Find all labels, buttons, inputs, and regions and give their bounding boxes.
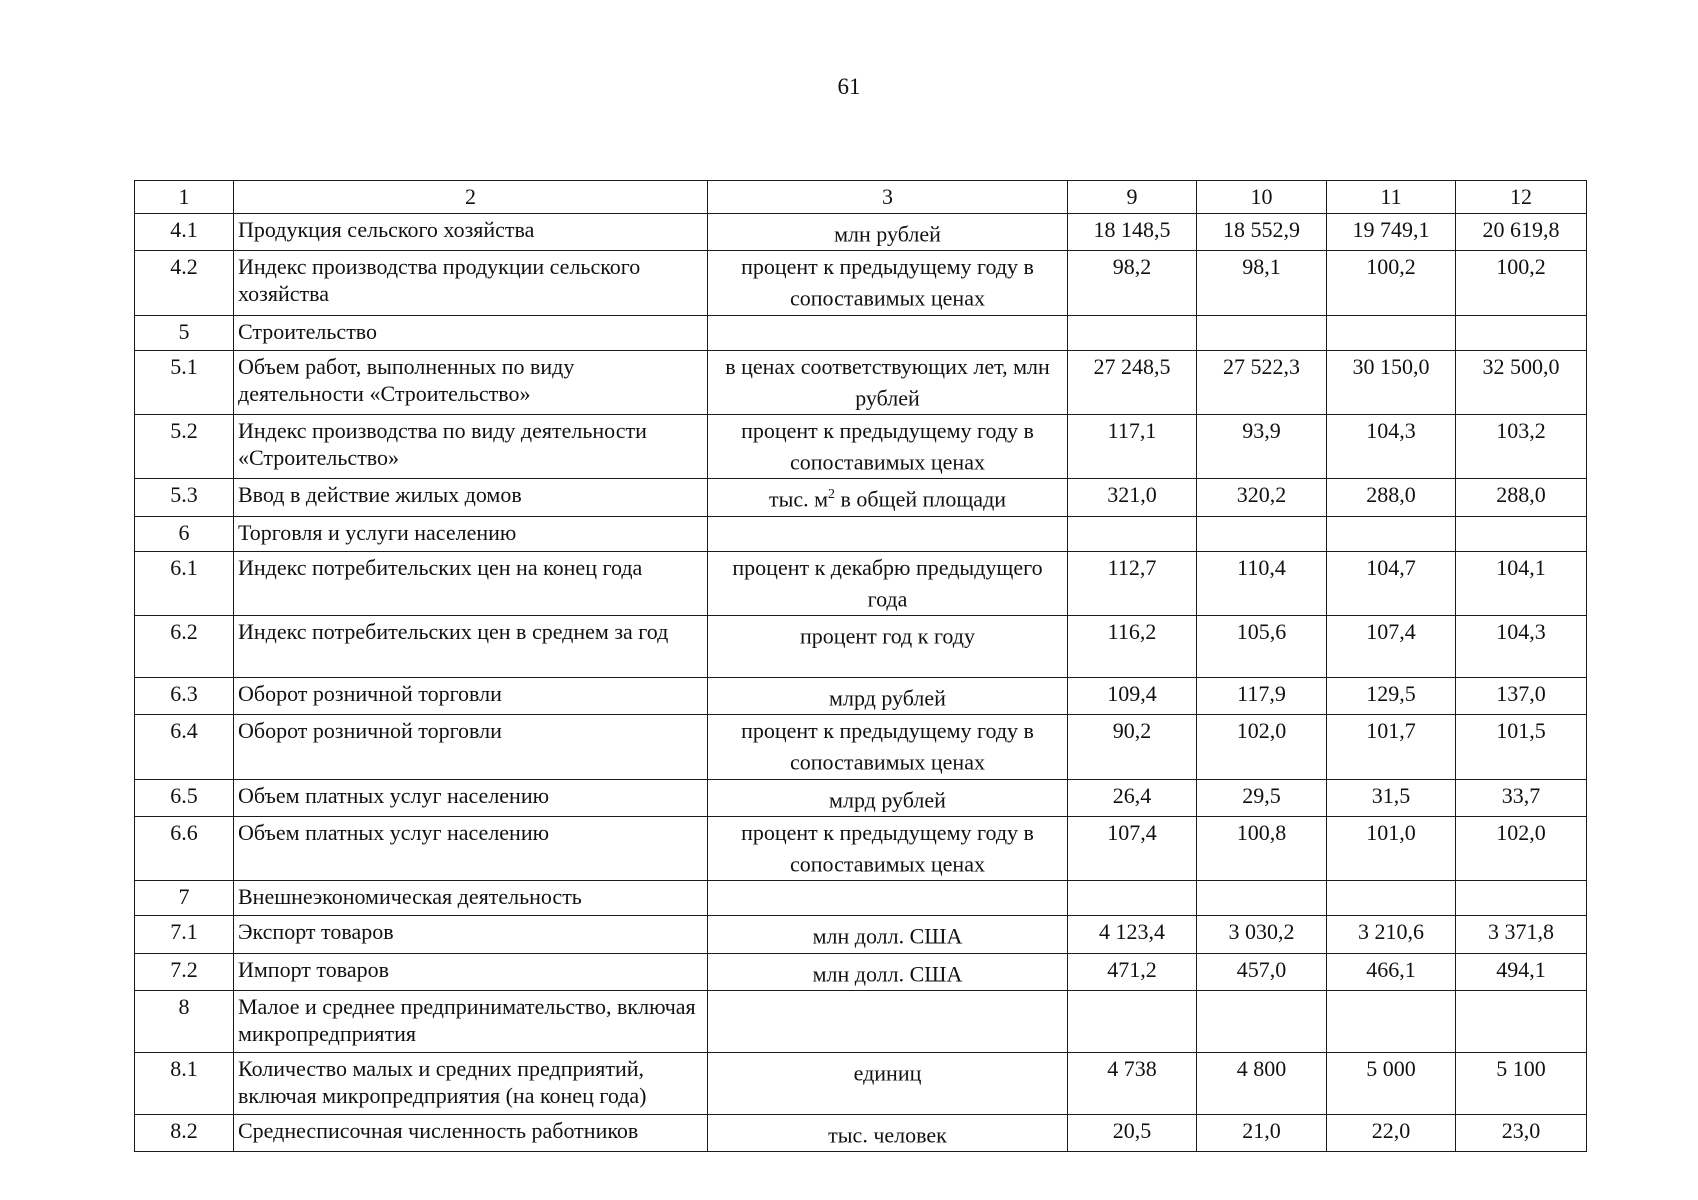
indicator-name: Оборот розничной торговли	[234, 715, 708, 779]
value-cell: 103,2	[1456, 414, 1587, 478]
unit-cell	[708, 414, 1068, 478]
indicator-name: Экспорт товаров	[234, 916, 708, 953]
unit-text: тыс. человек	[828, 1122, 947, 1148]
value-cell: 4 123,4	[1068, 916, 1197, 953]
table-row	[135, 516, 1587, 551]
value-cell: 98,2	[1068, 251, 1197, 315]
value-cell	[1197, 881, 1327, 916]
value-cell: 23,0	[1456, 1114, 1587, 1151]
unit-cell	[708, 251, 1068, 315]
row-number: 4.2	[135, 251, 234, 315]
value-cell: 100,2	[1456, 251, 1587, 315]
row-number: 8.2	[135, 1114, 234, 1151]
table-row	[135, 916, 1587, 953]
value-cell: 101,0	[1327, 816, 1456, 880]
column-header: 9	[1068, 181, 1197, 214]
indicator-name: Объем платных услуг населению	[234, 779, 708, 816]
row-number: 6.5	[135, 779, 234, 816]
value-cell: 117,9	[1197, 677, 1327, 714]
row-number: 5.3	[135, 479, 234, 516]
unit-cell	[708, 350, 1068, 414]
indicator-name: Строительство	[234, 315, 708, 350]
unit-text: процент к декабрю предыдущего года	[732, 554, 1043, 611]
value-cell: 27 248,5	[1068, 350, 1197, 414]
value-cell: 471,2	[1068, 953, 1197, 990]
table-row	[135, 350, 1587, 414]
table-row	[135, 214, 1587, 251]
value-cell: 3 210,6	[1327, 916, 1456, 953]
unit-cell	[708, 615, 1068, 677]
table-row	[135, 1052, 1587, 1114]
value-cell: 129,5	[1327, 677, 1456, 714]
unit-text: процент к предыдущему году в сопоставимых ценах	[741, 254, 1034, 311]
table-row	[135, 881, 1587, 916]
table-row	[135, 953, 1587, 990]
indicator-name: Импорт товаров	[234, 953, 708, 990]
value-cell: 26,4	[1068, 779, 1197, 816]
value-cell: 30 150,0	[1327, 350, 1456, 414]
indicator-name: Индекс производства по виду деятельности «Строительство»	[234, 414, 708, 478]
table-row	[135, 315, 1587, 350]
value-cell	[1456, 990, 1587, 1052]
unit-cell	[708, 779, 1068, 816]
value-cell: 4 738	[1068, 1052, 1197, 1114]
value-cell: 104,7	[1327, 551, 1456, 615]
value-cell: 321,0	[1068, 479, 1197, 516]
unit-text: процент год к году	[800, 623, 975, 649]
row-number: 6.3	[135, 677, 234, 714]
row-number: 7.1	[135, 916, 234, 953]
unit-cell	[708, 1114, 1068, 1151]
unit-cell	[708, 816, 1068, 880]
value-cell	[1068, 881, 1197, 916]
table-row	[135, 1114, 1587, 1151]
column-header: 11	[1327, 181, 1456, 214]
table-row	[135, 615, 1587, 677]
value-cell: 100,8	[1197, 816, 1327, 880]
unit-cell	[708, 916, 1068, 953]
value-cell	[1068, 516, 1197, 551]
table-row	[135, 251, 1587, 315]
value-cell: 3 371,8	[1456, 916, 1587, 953]
value-cell: 33,7	[1456, 779, 1587, 816]
row-number: 7.2	[135, 953, 234, 990]
column-header: 1	[135, 181, 234, 214]
value-cell: 18 552,9	[1197, 214, 1327, 251]
value-cell: 20,5	[1068, 1114, 1197, 1151]
row-number: 7	[135, 881, 234, 916]
unit-cell	[708, 990, 1068, 1052]
value-cell: 5 000	[1327, 1052, 1456, 1114]
column-header: 12	[1456, 181, 1587, 214]
row-number: 5	[135, 315, 234, 350]
page-number: 61	[837, 74, 861, 99]
table-row	[135, 816, 1587, 880]
value-cell: 90,2	[1068, 715, 1197, 779]
value-cell: 104,3	[1327, 414, 1456, 478]
value-cell	[1068, 990, 1197, 1052]
value-cell	[1456, 516, 1587, 551]
value-cell: 29,5	[1197, 779, 1327, 816]
value-cell: 100,2	[1327, 251, 1456, 315]
unit-text: млн рублей	[834, 221, 941, 247]
unit-cell	[708, 516, 1068, 551]
unit-superscript: 2	[828, 487, 836, 503]
unit-cell	[708, 479, 1068, 516]
value-cell: 98,1	[1197, 251, 1327, 315]
unit-cell	[708, 1052, 1068, 1114]
row-number: 8.1	[135, 1052, 234, 1114]
value-cell: 457,0	[1197, 953, 1327, 990]
indicator-name: Объем платных услуг населению	[234, 816, 708, 880]
indicator-name: Оборот розничной торговли	[234, 677, 708, 714]
value-cell: 18 148,5	[1068, 214, 1197, 251]
unit-text: млн долл. США	[812, 960, 963, 986]
value-cell: 466,1	[1327, 953, 1456, 990]
value-cell: 104,1	[1456, 551, 1587, 615]
value-cell	[1327, 881, 1456, 916]
value-cell	[1197, 315, 1327, 350]
unit-cell	[708, 214, 1068, 251]
value-cell: 116,2	[1068, 615, 1197, 677]
value-cell: 288,0	[1456, 479, 1587, 516]
unit-cell	[708, 715, 1068, 779]
unit-text: тыс. м	[768, 486, 829, 512]
indicator-name: Ввод в действие жилых домов	[234, 479, 708, 516]
unit-text-after: в общей площади	[835, 486, 1007, 512]
value-cell: 31,5	[1327, 779, 1456, 816]
unit-text: в ценах соответствующих лет, млн рублей	[725, 353, 1050, 410]
indicator-name: Малое и среднее предпринимательство, включая микропредприятия	[234, 990, 708, 1052]
unit-text: млрд рублей	[829, 685, 946, 711]
table-row	[135, 414, 1587, 478]
value-cell: 107,4	[1068, 816, 1197, 880]
indicator-name: Торговля и услуги населению	[234, 516, 708, 551]
value-cell	[1327, 516, 1456, 551]
row-number: 5.1	[135, 350, 234, 414]
value-cell	[1197, 990, 1327, 1052]
row-number: 6.2	[135, 615, 234, 677]
indicator-name: Количество малых и средних предприятий, включая микропредприятия (на конец года)	[234, 1052, 708, 1114]
table-body	[135, 214, 1587, 1152]
value-cell	[1327, 315, 1456, 350]
value-cell	[1456, 315, 1587, 350]
row-number: 6.1	[135, 551, 234, 615]
value-cell: 21,0	[1197, 1114, 1327, 1151]
column-header: 3	[708, 181, 1068, 214]
unit-text: млрд рублей	[829, 786, 946, 812]
value-cell: 101,5	[1456, 715, 1587, 779]
value-cell: 104,3	[1456, 615, 1587, 677]
unit-text: процент к предыдущему году в сопоставимых ценах	[741, 819, 1034, 877]
value-cell	[1068, 315, 1197, 350]
row-number: 8	[135, 990, 234, 1052]
row-number: 6	[135, 516, 234, 551]
table-row	[135, 677, 1587, 714]
value-cell: 110,4	[1197, 551, 1327, 615]
indicator-name: Объем работ, выполненных по виду деятельности «Строительство»	[234, 350, 708, 414]
value-cell: 22,0	[1327, 1114, 1456, 1151]
row-number: 6.4	[135, 715, 234, 779]
indicator-name: Среднесписочная численность работников	[234, 1114, 708, 1151]
value-cell: 320,2	[1197, 479, 1327, 516]
value-cell: 20 619,8	[1456, 214, 1587, 251]
table-row	[135, 779, 1587, 816]
unit-text: млн долл. США	[812, 923, 963, 949]
indicator-name: Продукция сельского хозяйства	[234, 214, 708, 251]
indicators-table	[134, 180, 1587, 1152]
value-cell: 101,7	[1327, 715, 1456, 779]
unit-text: процент к предыдущему году в сопоставимых ценах	[741, 718, 1034, 775]
column-header: 2	[234, 181, 708, 214]
value-cell: 102,0	[1197, 715, 1327, 779]
indicator-name: Внешнеэкономическая деятельность	[234, 881, 708, 916]
unit-text: единиц	[853, 1060, 922, 1086]
indicator-name: Индекс потребительских цен в среднем за год	[234, 615, 708, 677]
unit-cell	[708, 881, 1068, 916]
table-row	[135, 551, 1587, 615]
indicator-name: Индекс производства продукции сельского хозяйства	[234, 251, 708, 315]
value-cell: 288,0	[1327, 479, 1456, 516]
row-number: 6.6	[135, 816, 234, 880]
value-cell: 19 749,1	[1327, 214, 1456, 251]
value-cell: 137,0	[1456, 677, 1587, 714]
unit-cell	[708, 677, 1068, 714]
row-number: 4.1	[135, 214, 234, 251]
value-cell: 117,1	[1068, 414, 1197, 478]
value-cell: 4 800	[1197, 1052, 1327, 1114]
value-cell: 3 030,2	[1197, 916, 1327, 953]
value-cell: 109,4	[1068, 677, 1197, 714]
unit-cell	[708, 315, 1068, 350]
value-cell: 27 522,3	[1197, 350, 1327, 414]
value-cell: 32 500,0	[1456, 350, 1587, 414]
unit-text: процент к предыдущему году в сопоставимых ценах	[741, 417, 1034, 475]
value-cell	[1327, 990, 1456, 1052]
value-cell	[1456, 881, 1587, 916]
table-row	[135, 715, 1587, 779]
value-cell	[1197, 516, 1327, 551]
value-cell: 102,0	[1456, 816, 1587, 880]
unit-cell	[708, 551, 1068, 615]
table-row	[135, 479, 1587, 516]
row-number: 5.2	[135, 414, 234, 478]
unit-cell	[708, 953, 1068, 990]
value-cell: 105,6	[1197, 615, 1327, 677]
value-cell: 494,1	[1456, 953, 1587, 990]
column-header: 10	[1197, 181, 1327, 214]
value-cell: 107,4	[1327, 615, 1456, 677]
value-cell: 5 100	[1456, 1052, 1587, 1114]
value-cell: 93,9	[1197, 414, 1327, 478]
column-number-row	[135, 181, 1587, 214]
indicator-name: Индекс потребительских цен на конец года	[234, 551, 708, 615]
value-cell: 112,7	[1068, 551, 1197, 615]
table-row	[135, 990, 1587, 1052]
